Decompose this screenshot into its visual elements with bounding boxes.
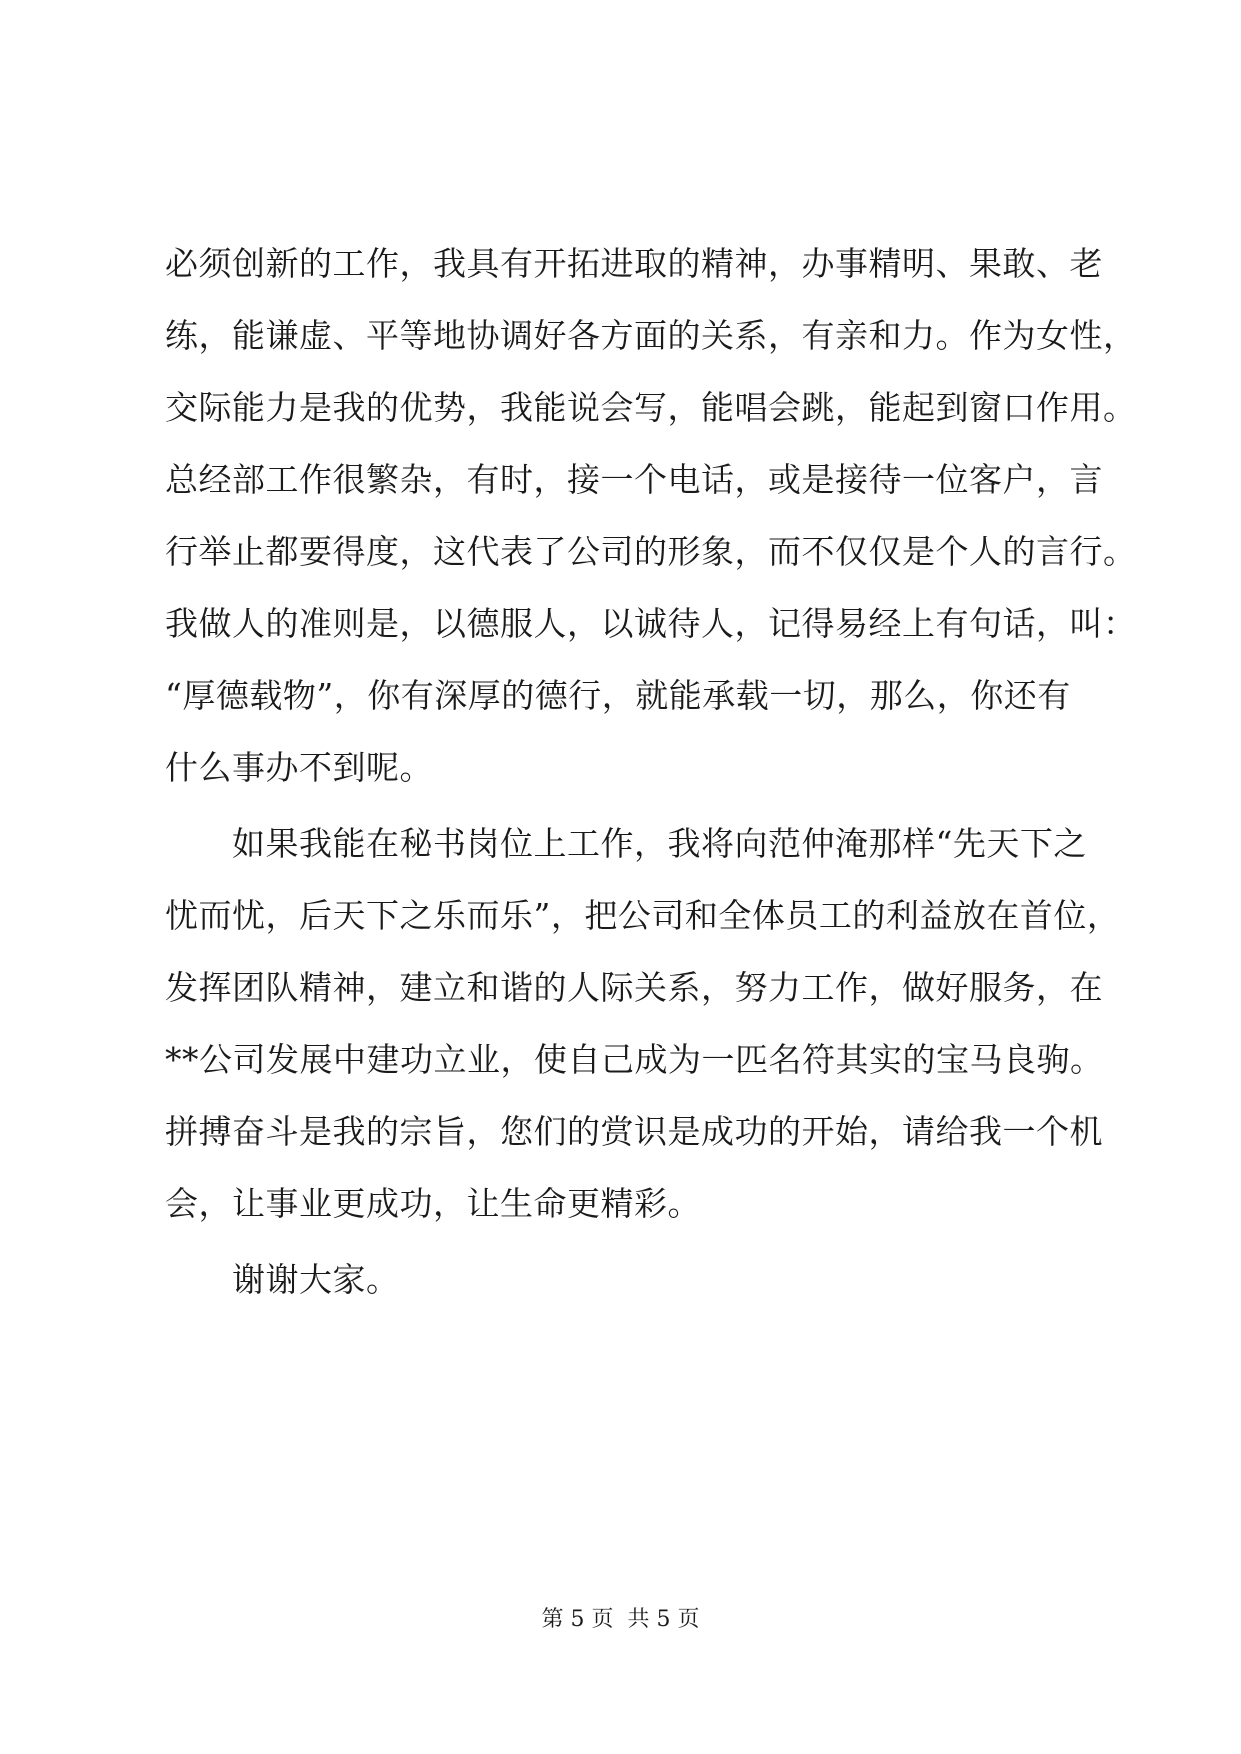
paragraph-line: 拼搏奋斗是我的宗旨，您们的赏识是成功的开始，请给我一个机: [165, 1112, 1103, 1151]
paragraph-line: 练，能谦虚、平等地协调好各方面的关系，有亲和力。作为女性，: [165, 316, 1137, 355]
paragraph-line: 我做人的准则是，以德服人，以诚待人，记得易经上有句话，叫：: [165, 604, 1137, 643]
paragraph-line: “厚德载物”，你有深厚的德行，就能承载一切，那么，你还有: [165, 676, 1071, 715]
paragraph-line: 行举止都要得度，这代表了公司的形象，而不仅仅是个人的言行。: [165, 532, 1137, 571]
closing-line: 谢谢大家。: [232, 1260, 400, 1299]
closing-paragraph: [165, 1244, 1095, 1316]
paragraph-line: 什么事办不到呢。: [165, 748, 433, 787]
document-body: [165, 228, 1137, 1316]
paragraph-2: [165, 808, 1121, 1240]
paragraph-1: [165, 228, 1137, 804]
page-footer: [0, 1605, 1241, 1635]
paragraph-line: 如果我能在秘书岗位上工作，我将向范仲淹那样“先天下之: [232, 824, 1087, 863]
paragraph-line: 交际能力是我的优势，我能说会写，能唱会跳，能起到窗口作用。: [165, 388, 1137, 427]
paragraph-line: 发挥团队精神，建立和谐的人际关系，努力工作，做好服务，在: [165, 968, 1103, 1007]
paragraph-line: 会，让事业更成功，让生命更精彩。: [165, 1184, 701, 1223]
paragraph-line: 忧而忧，后天下之乐而乐”，把公司和全体员工的利益放在首位，: [165, 896, 1121, 935]
paragraph-line: 必须创新的工作，我具有开拓进取的精神，办事精明、果敢、老: [165, 244, 1103, 283]
page-number: 第 5 页 共 5 页: [541, 1607, 700, 1632]
paragraph-line: 总经部工作很繁杂，有时，接一个电话，或是接待一位客户，言: [165, 460, 1103, 499]
paragraph-line: **公司发展中建功立业，使自己成为一匹名符其实的宝马良驹。: [165, 1040, 1104, 1079]
